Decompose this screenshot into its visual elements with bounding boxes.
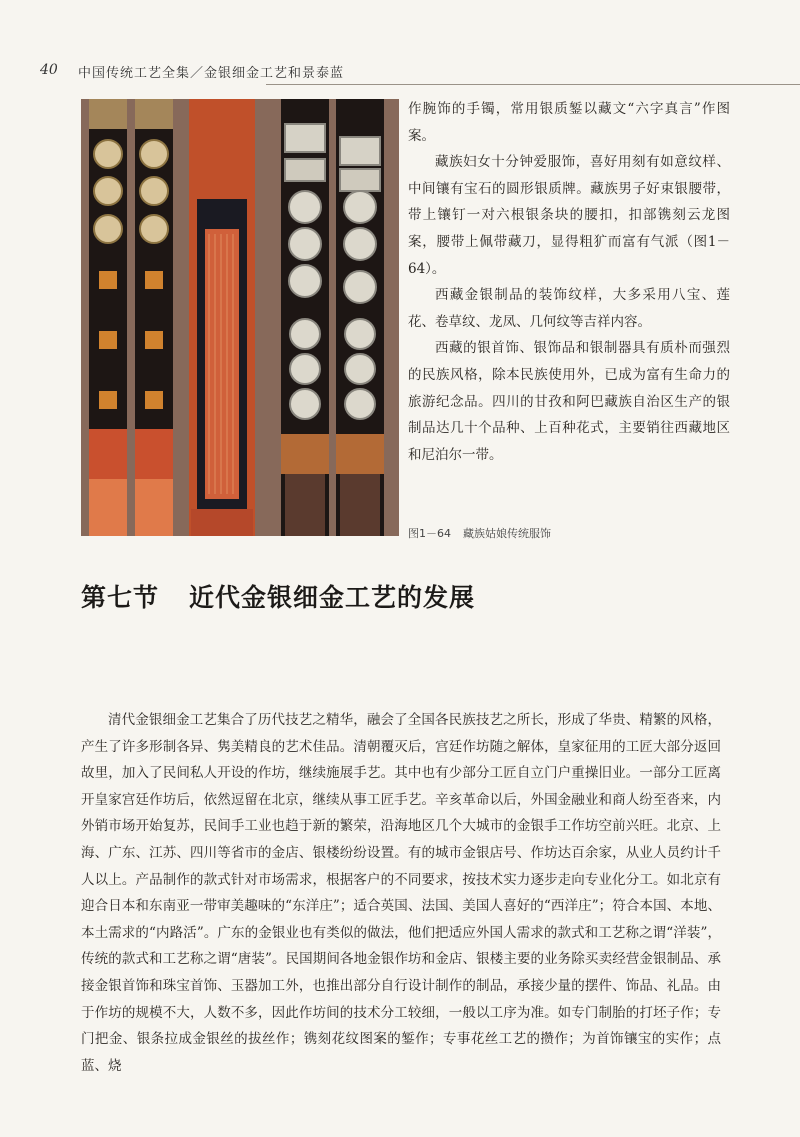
body-text (81, 707, 721, 1079)
page-number: 40 (40, 62, 58, 78)
section-heading (81, 578, 721, 614)
side-paragraph: 西藏金银制品的装饰纹样，大多采用八宝、莲花、卷草纹、龙凤、几何纹等吉祥内容。 (408, 287, 730, 330)
running-title: 中国传统工艺全集／金银细金工艺和景泰蓝 (78, 66, 345, 81)
body-paragraph: 清代金银细金工艺集合了历代技艺之精华，融会了全国各民族技艺之所长，形成了华贵、精繁的风格，产生了许多形制各异、隽美精良的艺术佳品。清朝覆灭后，宫廷作坊随之解体，皇家征用的工匠大部分返回故里，加入了民间私人开设的作坊，继续施展手艺。其中也有少部分工匠自立门户重操旧业。一部分工匠离开皇家宫廷作坊后，依然逗留在北京，继续从事工匠手艺。辛亥革命以后，外国金融业和商人纷至沓来，内外销市场开始复苏，民间手工业也趋于新的繁荣，沿海地区几个大城市的金银手工作坊空前兴旺。北京、上海、广东、江苏、四川等省市的金店、银楼纷纷设置。有的城市金银店号、作坊达百余家，从业人员约计千人以上。产品制作的款式针对市场需求，根据客户的不同要求，按技术实力逐步走向专业化分工。如北京有迎合日本和东南亚一带审美趣味的“东洋庄”；适合英国、法国、美国人喜好的“西洋庄”；符合本国、本地、本土需求的“内路活”。广东的金银业也有类似的做法，他们把适应外国人需求的款式和工艺称之谓“洋装”，传统的款式和工艺称之谓“唐装”。民国期间各地金银作坊和金店、银楼主要的业务除买卖经营金银制品、承接金银首饰和珠宝首饰、玉器加工外，也推出部分自行设计制作的制品，承接少量的摆件、饰品、礼品。由于作坊的规模不大，人数不多，因此作坊间的技术分工较细，一般以工序为准。如专门制胎的打坯子作；专门把金、银条拉成金银丝的拔丝作；镌刻花纹图案的錾作；专事花丝工艺的攒作；为首饰镶宝的实作；点蓝、烧 (81, 712, 721, 1074)
figure-number: 图1－64 (408, 527, 451, 540)
side-column-text (408, 96, 730, 468)
header-rule (266, 84, 800, 85)
figure-photo-tibetan-costume (81, 99, 399, 536)
section-title: 近代金银细金工艺的发展 (189, 583, 476, 612)
section-number: 第七节 (81, 583, 160, 612)
center-beaded-panel (189, 99, 255, 536)
figure-caption (408, 525, 551, 541)
side-paragraph: 西藏的银首饰、银饰品和银制器具有质朴而强烈的民族风格，除本民族使用外，已成为富有生命力的旅游纪念品。四川的甘孜和阿巴藏族自治区生产的银制品达几十个品种、上百种花式，主要销往西藏地区和尼泊尔一带。 (408, 340, 730, 463)
side-paragraph: 藏族妇女十分钟爱服饰，喜好用刻有如意纹样、中间镶有宝石的圆形银质牌。藏族男子好束银腰带，带上镶钉一对六根银条块的腰扣，扣部镌刻云龙图案，腰带上佩带藏刀，显得粗犷而富有气派（图1－64）。 (408, 154, 730, 277)
figure-title: 藏族姑娘传统服饰 (463, 527, 551, 540)
photo-illustration (81, 99, 399, 536)
running-header (40, 62, 760, 84)
side-paragraph: 作腕饰的手镯，常用银质錾以藏文“六字真言”作图案。 (408, 101, 730, 144)
